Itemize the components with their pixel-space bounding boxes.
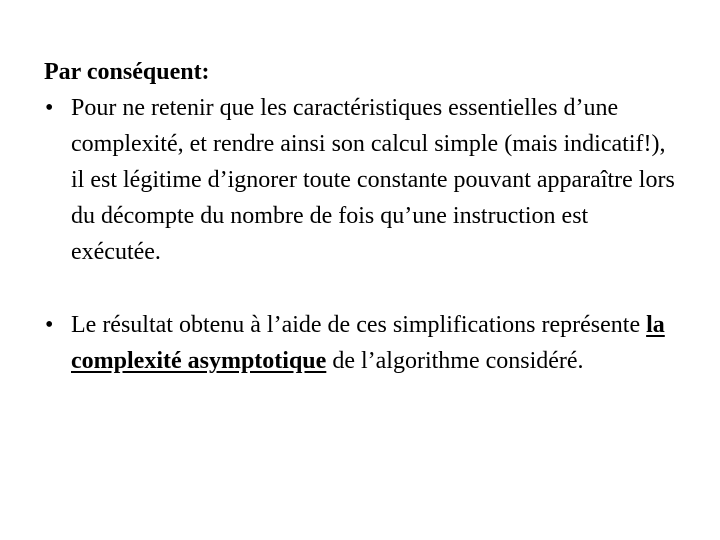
bullet-marker: • <box>45 312 54 338</box>
slide-heading: Par conséquent: <box>44 59 210 85</box>
bullet-list <box>44 90 684 379</box>
bullet-text-before: Le résultat obtenu à l’aide de ces simplifications représente <box>71 312 647 338</box>
slide-body <box>44 54 684 379</box>
bullet-text: Pour ne retenir que les caractéristiques essentielles d’une complexité, et rendre ainsi son calcul simple (mais indicatif!), il est légitime d’ignorer toute constante pouvant apparaître lors du décompte du nombre de fois qu’une instruction est exécutée. <box>71 95 675 265</box>
bullet-text-after: de l’algorithme considéré. <box>326 348 584 374</box>
key-term: la complexité asymptotique <box>71 312 665 374</box>
bullet-item-2 <box>44 307 684 379</box>
bullet-item-1 <box>44 90 684 270</box>
bullet-marker: • <box>45 95 54 121</box>
